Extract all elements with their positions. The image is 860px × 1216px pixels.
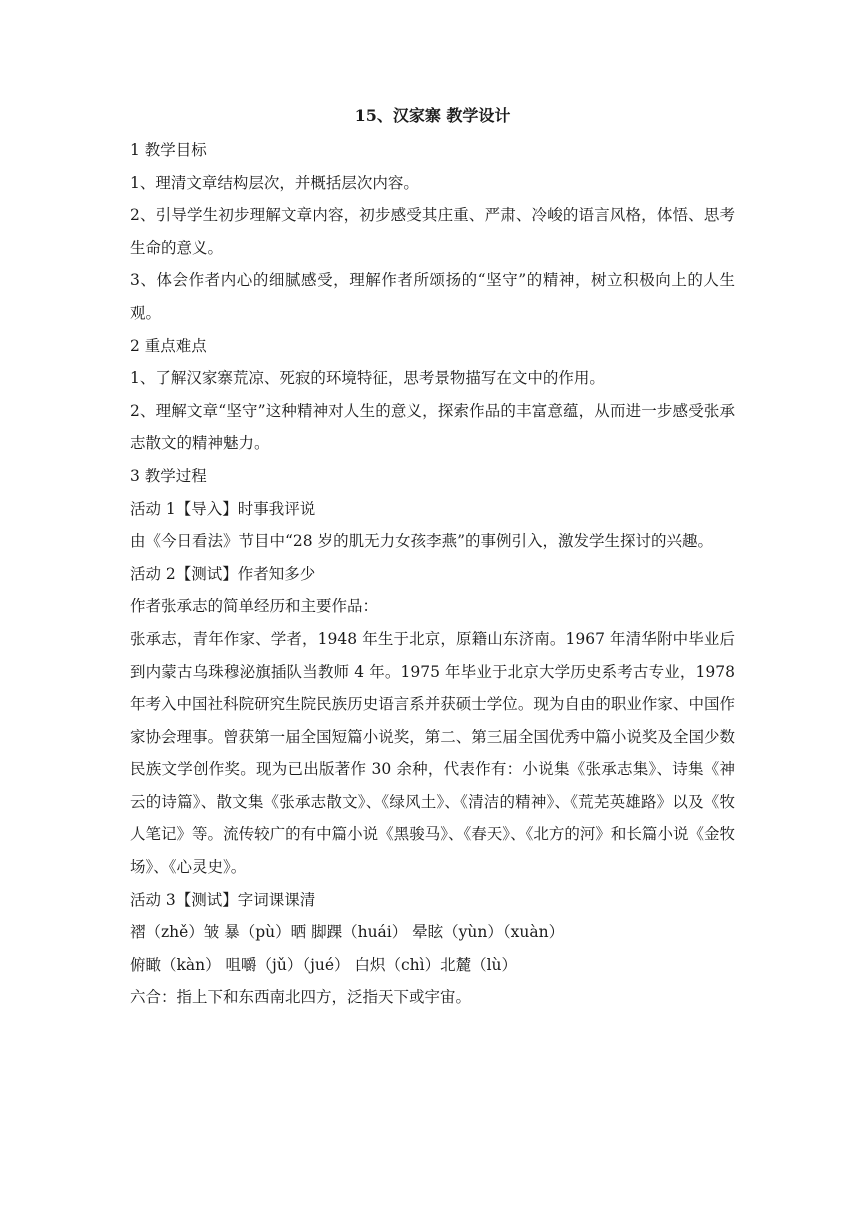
goal-item-1: 1、理清文章结构层次，并概括层次内容。 [130, 173, 419, 192]
activity-2-heading: 活动 2【测试】作者知多少 [130, 564, 316, 583]
vocab-definition: 六合：指上下和东西南北四方，泛指天下或宇宙。 [130, 988, 472, 1007]
heading-teaching-goals: 1 教学目标 [130, 141, 207, 159]
key-point-2: 2、理解文章“坚守”这种精神对人生的意义，探索作品的丰富意蕴，从而进一步感受张承志散文的精神魅力。 [130, 401, 735, 453]
goal-item-3: 3、体会作者内心的细腻感受，理解作者所颂扬的“坚守”的精神，树立积极向上的人生观。 [130, 271, 735, 322]
heading-key-points: 2 重点难点 [130, 336, 207, 355]
document-title: 15、汉家寨 教学设计 [354, 106, 511, 125]
document-page [130, 100, 735, 1014]
activity-1-text: 由《今日看法》节目中“28 岁的肌无力女孩李燕”的事例引入，激发学生探讨的兴趣。 [130, 532, 714, 551]
activity-2-intro: 作者张承志的简单经历和主要作品： [130, 597, 379, 616]
key-point-1: 1、了解汉家寨荒凉、死寂的环境特征，思考景物描写在文中的作用。 [130, 369, 605, 388]
activity-3-heading: 活动 3【测试】字词课课清 [130, 890, 316, 909]
goal-item-2: 2、引导学生初步理解文章内容，初步感受其庄重、严肃、冷峻的语言风格，体悟、思考生命的意义。 [130, 206, 735, 257]
vocab-line-2: 俯瞰（kàn） 咀嚼（jǔ）（jué） 白炽（chì）北麓（lù） [130, 955, 518, 974]
vocab-line-1: 褶（zhě）皱 暴（pù）晒 脚踝（huái） 晕眩（yùn）（xuàn） [130, 923, 565, 942]
activity-1-heading: 活动 1【导入】时事我评说 [130, 499, 316, 518]
author-biography: 张承志，青年作家、学者，1948 年生于北京，原籍山东济南。1967 年清华附中毕业后到内蒙古乌珠穆泌旗插队当教师 4 年。1975 年毕业于北京大学历史系考古专业，1978 年考入中国社科院研究生院民族历史语言系并获硕士学位。现为自由的职业作家、中国作家协会理事。曾获第一届全国短篇小说奖，第二、第三届全国优秀中篇小说奖及全国少数民族文学创作奖。现为已出版著作 30 余种，代表作有：小说集《张承志集》、诗集《神云的诗篇》、散文集《张承志散文》、《绿风土》、《清洁的精神》、《荒芜英雄路》以及《牧人笔记》等。流传较广的有中篇小说《黑骏马》、《春天》、《北方的河》和长篇小说《金牧场》、《心灵史》。 [130, 629, 735, 877]
heading-teaching-process: 3 教学过程 [130, 466, 207, 485]
